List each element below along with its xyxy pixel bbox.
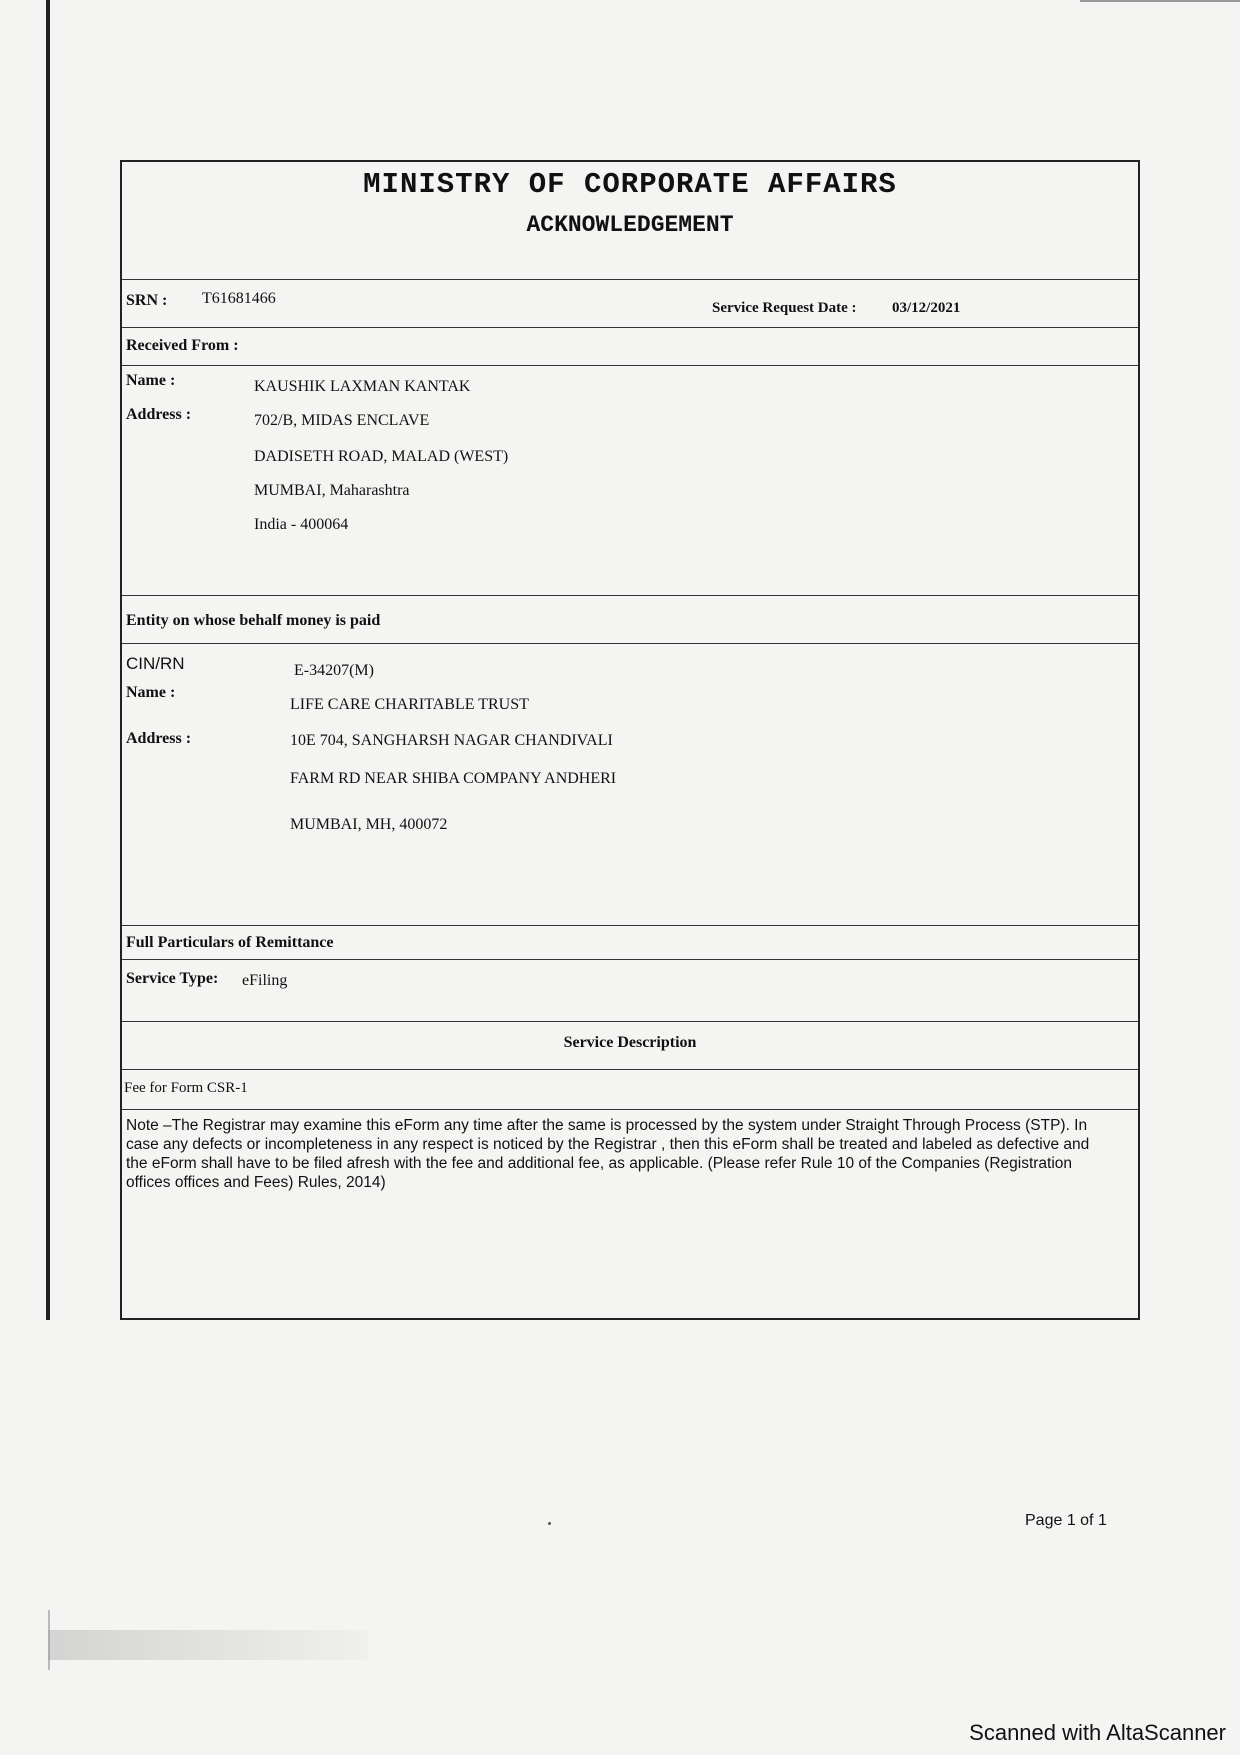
- scan-smudge: [48, 1630, 368, 1660]
- service-request-date-value: 03/12/2021: [892, 300, 961, 316]
- service-type-row: [122, 960, 1138, 1022]
- srn-value: T61681466: [202, 290, 276, 307]
- service-description-header: [122, 1022, 1138, 1070]
- scan-edge: [46, 0, 50, 1320]
- scanner-watermark: Scanned with AltaScanner: [969, 1720, 1226, 1745]
- received-from-details: [122, 366, 1138, 596]
- service-description-label: Service Description: [563, 1034, 697, 1051]
- received-from-row: [122, 328, 1138, 366]
- payer-address-line: India - 400064: [254, 516, 349, 533]
- note-section: [122, 1110, 1138, 1320]
- payer-address-label: Address :: [126, 406, 192, 423]
- entity-name-label: Name :: [126, 684, 176, 701]
- scan-top-line: [1080, 0, 1240, 2]
- page-number: Page 1 of 1: [1025, 1512, 1107, 1529]
- acknowledgement-form: [120, 160, 1140, 1320]
- scan-dot: [548, 1522, 551, 1525]
- entity-address-label: Address :: [126, 730, 192, 747]
- payer-name-label: Name :: [126, 372, 176, 389]
- service-type-value: eFiling: [242, 972, 288, 989]
- payer-address-line: MUMBAI, Maharashtra: [254, 482, 410, 499]
- payer-address-line: DADISETH ROAD, MALAD (WEST): [254, 448, 509, 465]
- remittance-row: [122, 926, 1138, 960]
- fee-row: [122, 1070, 1138, 1110]
- acknowledgement-subtitle: ACKNOWLEDGEMENT: [526, 212, 734, 238]
- payer-address-line: 702/B, MIDAS ENCLAVE: [254, 412, 430, 429]
- received-from-label: Received From :: [126, 337, 239, 354]
- entity-address-line: FARM RD NEAR SHIBA COMPANY ANDHERI: [290, 770, 617, 787]
- registrar-note: Note –The Registrar may examine this eForm any time after the same is processed by the system under Straight Through Process (STP). In case any defects or incompleteness in any respect is noticed by the Registrar , then this eForm shall be treated and labeled as defective and the eForm shall have to be filed afresh with the fee and additional fee, as applicable. (Please refer Rule 10 of the Companies (Registration offices offices and Fees) Rules, 2014): [126, 1117, 1090, 1191]
- header-section: [122, 162, 1138, 280]
- entity-name: LIFE CARE CHARITABLE TRUST: [290, 696, 529, 713]
- remittance-label: Full Particulars of Remittance: [126, 934, 334, 951]
- ministry-title: MINISTRY OF CORPORATE AFFAIRS: [363, 168, 897, 201]
- entity-label: Entity on whose behalf money is paid: [126, 612, 381, 629]
- srn-label: SRN :: [126, 292, 168, 309]
- fee-description: Fee for Form CSR-1: [124, 1080, 248, 1096]
- service-request-date-label: Service Request Date :: [712, 300, 857, 316]
- srn-row: [122, 280, 1138, 328]
- entity-address-line: 10E 704, SANGHARSH NAGAR CHANDIVALI: [290, 732, 613, 749]
- service-type-label: Service Type:: [126, 970, 219, 987]
- entity-address-line: MUMBAI, MH, 400072: [290, 816, 448, 833]
- payer-name: KAUSHIK LAXMAN KANTAK: [254, 378, 471, 395]
- cin-label: CIN/RN: [126, 654, 185, 673]
- entity-details: [122, 644, 1138, 926]
- cin-value: E-34207(M): [294, 662, 374, 679]
- entity-row: [122, 596, 1138, 644]
